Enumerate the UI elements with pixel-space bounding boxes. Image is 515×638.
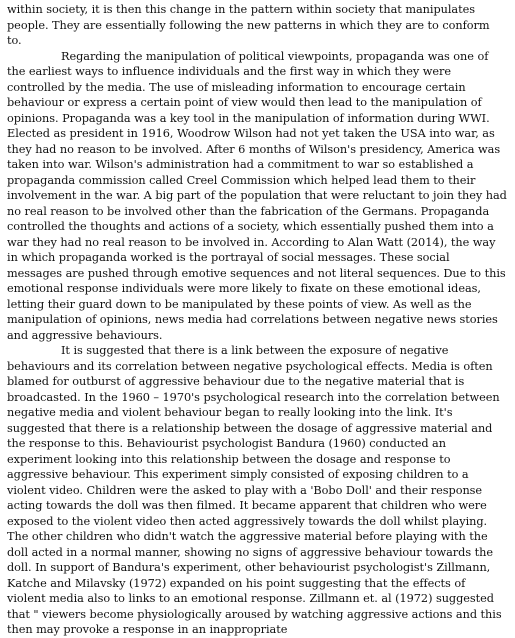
- paragraph-3: It is suggested that there is a link between the exposure of negative behaviours and its correlation between negative psychological effects. Media is often blamed for outburst of aggressive behaviour due to the negative material that is broadcasted. In the 1960 – 1970's psychological research into the correlation between negative media and violent behaviour began to really looking into the link. It's suggested that there is a relationship between the dosage of aggressive material and the response to this. Behaviourist psychologist Bandura (1960) conducted an experiment looking into this relationship between the dosage and response to aggressive behaviour. This experiment simply consisted of exposing children to a violent video. Children were the asked to play with a 'Bobo Doll' and their response acting towards the doll was then filmed. It became apparent that children who were exposed to the violent video then acted aggressively towards the doll whilst playing. The other children who didn't watch the aggressive material before playing with the doll acted in a normal manner, showing no signs of aggressive behaviour towards the doll. In support of Bandura's experiment, other behaviourist psychologist's Zillmann, Katche and Milavsky (1972) expanded on his point suggesting that the effects of violent media also to links to an emotional response. Zillmann et. al (1972) suggested that " viewers become physiologically aroused by watching aggressive actions and this then may provoke a response in an inappropriate: [7, 344, 502, 636]
- paragraph-2: Regarding the manipulation of political viewpoints, propaganda was one of the earliest ways to influence individuals and the first way in which they were controlled by the media. The use of misleading information to encourage certain behaviour or express a certain point of view would then lead to the manipulation of opinions. Propaganda was a key tool in the manipulation of information during WWI. Elected as president in 1916, Woodrow Wilson had not yet taken the USA into war, as they had no reason to be involved. After 6 months of Wilson's presidency, America was taken into war. Wilson's administration had a commitment to war so established a propaganda commission called Creel Commission which helped lead them to their involvement in the war. A big part of the population that were reluctant to join they had no real reason to be involved other than the fabrication of the Germans. Propaganda controlled the thoughts and actions of a society, which essentially pushed them into a war they had no real reason to be involved in. According to Alan Watt (2014), the way in which propaganda worked is the portrayal of social messages. These social messages are pushed through emotive sequences and not literal sequences. Due to this emotional response individuals were more likely to fixate on these emotional ideas, letting their guard down to be manipulated by these points of view. As well as the manipulation of opinions, news media had correlations between negative news stories and aggressive behaviours.: [7, 49, 507, 342]
- document-page: [7, 2, 507, 638]
- paragraph-1: within society, it is then this change in the pattern within society that manipulates people. They are essentially following the new patterns in which they are to conform to.: [7, 3, 490, 47]
